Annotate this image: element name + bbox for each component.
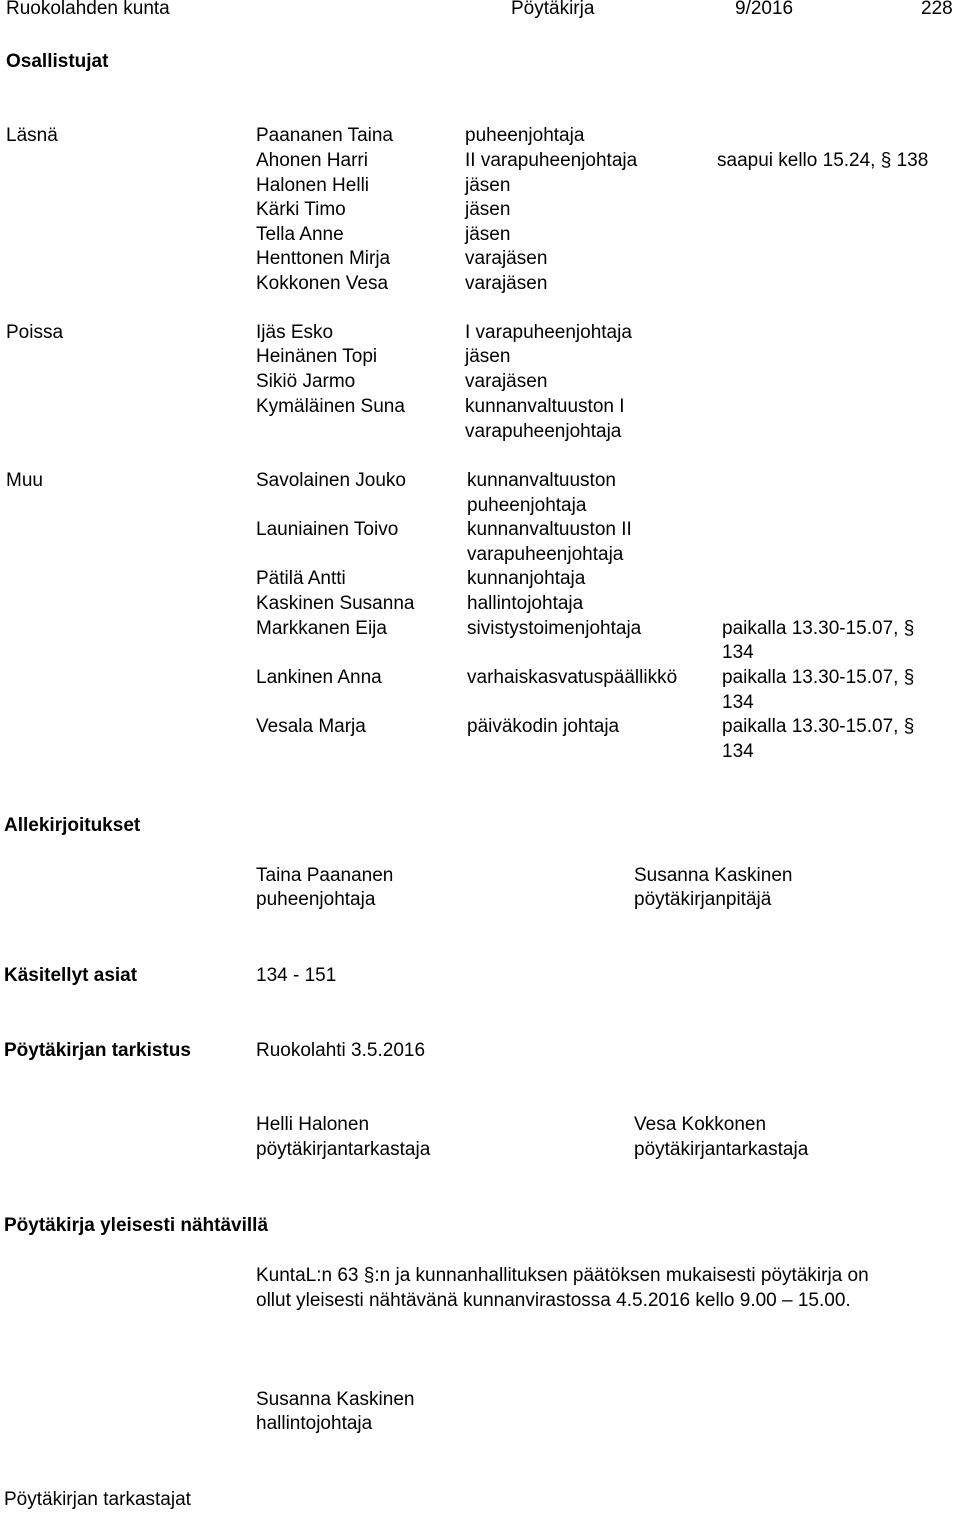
absent-role: jäsen	[465, 346, 511, 367]
other-role: sivistystoimenjohtaja	[467, 618, 642, 639]
other-name: Kaskinen Susanna	[256, 593, 415, 614]
present-role: II varapuheenjohtaja	[465, 150, 638, 171]
present-name: Halonen Helli	[256, 175, 370, 196]
handled-label: Käsitellyt asiat	[4, 965, 138, 986]
absent-name: Sikiö Jarmo	[256, 371, 356, 392]
other-name: Savolainen Jouko	[256, 470, 406, 491]
public-text-line1: KuntaL:n 63 §:n ja kunnanhallituksen päätöksen mukaisesti pöytäkirja on	[256, 1265, 869, 1286]
absent-role-cont: varapuheenjohtaja	[465, 421, 622, 442]
signer-title: pöytäkirjanpitäjä	[634, 889, 772, 910]
other-name: Lankinen Anna	[256, 667, 382, 688]
absent-name: Kymäläinen Suna	[256, 396, 405, 417]
present-name: Ahonen Harri	[256, 150, 368, 171]
present-name: Tella Anne	[256, 224, 344, 245]
present-role: jäsen	[465, 199, 511, 220]
public-heading: Pöytäkirja yleisesti nähtävillä	[4, 1215, 269, 1236]
review-label: Pöytäkirjan tarkistus	[4, 1040, 191, 1061]
document-type: Pöytäkirja	[511, 0, 595, 19]
other-role: hallintojohtaja	[467, 593, 584, 614]
present-role: jäsen	[465, 175, 511, 196]
issue-number: 9/2016	[735, 0, 794, 19]
signer-title: puheenjohtaja	[256, 889, 376, 910]
public-signer-title: hallintojohtaja	[256, 1413, 373, 1434]
presence-ref: 134	[722, 741, 754, 762]
present-role: puheenjohtaja	[465, 125, 585, 146]
section-symbol: §	[903, 716, 915, 737]
section-symbol: §	[880, 150, 892, 171]
reviewer-title: pöytäkirjantarkastaja	[256, 1139, 431, 1160]
section-symbol: §	[363, 1265, 375, 1286]
other-name: Markkanen Eija	[256, 618, 387, 639]
absent-role: varajäsen	[465, 371, 548, 392]
presence-note: paikalla 13.30-15.07, §	[722, 667, 915, 688]
other-name: Pätilä Antti	[256, 568, 346, 589]
reviewer-name: Helli Halonen	[256, 1114, 370, 1135]
present-label: Läsnä	[6, 125, 58, 146]
absent-name: Ijäs Esko	[256, 322, 334, 343]
handled-value: 134 - 151	[256, 965, 337, 986]
other-name: Vesala Marja	[256, 716, 366, 737]
present-name: Kokkonen Vesa	[256, 273, 389, 294]
presence-ref: 134	[722, 692, 754, 713]
present-role: varajäsen	[465, 248, 548, 269]
presence-note: paikalla 13.30-15.07, §	[722, 716, 915, 737]
other-role: kunnanjohtaja	[467, 568, 586, 589]
public-signer-name: Susanna Kaskinen	[256, 1389, 415, 1410]
section-symbol: §	[903, 667, 915, 688]
review-value: Ruokolahti 3.5.2016	[256, 1040, 426, 1061]
section-symbol: §	[903, 618, 915, 639]
present-role: jäsen	[465, 224, 511, 245]
other-role: varhaiskasvatuspäällikkö	[467, 667, 678, 688]
other-role-cont: varapuheenjohtaja	[467, 544, 624, 565]
reviewer-title: pöytäkirjantarkastaja	[634, 1139, 809, 1160]
municipality-name: Ruokolahden kunta	[6, 0, 170, 19]
footer-label: Pöytäkirjan tarkastajat	[4, 1489, 191, 1510]
absent-name: Heinänen Topi	[256, 346, 378, 367]
signatures-heading: Allekirjoitukset	[4, 815, 141, 836]
participants-heading: Osallistujat	[6, 51, 109, 72]
other-role: päiväkodin johtaja	[467, 716, 620, 737]
absent-role: I varapuheenjohtaja	[465, 322, 632, 343]
present-name: Paananen Taina	[256, 125, 393, 146]
public-text-line2: ollut yleisesti nähtävänä kunnanvirastossa 4.5.2016 kello 9.00 – 15.00.	[256, 1290, 851, 1311]
other-label: Muu	[6, 470, 43, 491]
presence-note: paikalla 13.30-15.07, §	[722, 618, 915, 639]
other-role: kunnanvaltuuston	[467, 470, 616, 491]
present-name: Henttonen Mirja	[256, 248, 391, 269]
signer-name: Taina Paananen	[256, 865, 394, 886]
signer-name: Susanna Kaskinen	[634, 865, 793, 886]
present-role: varajäsen	[465, 273, 548, 294]
other-name: Launiainen Toivo	[256, 519, 399, 540]
other-role: kunnanvaltuuston II	[467, 519, 632, 540]
page-number: 228	[921, 0, 953, 19]
arrival-note: saapui kello 15.24, § 138	[717, 150, 929, 171]
presence-ref: 134	[722, 642, 754, 663]
present-name: Kärki Timo	[256, 199, 346, 220]
reviewer-name: Vesa Kokkonen	[634, 1114, 767, 1135]
absent-label: Poissa	[6, 322, 64, 343]
other-role-cont: puheenjohtaja	[467, 495, 587, 516]
absent-role: kunnanvaltuuston I	[465, 396, 625, 417]
